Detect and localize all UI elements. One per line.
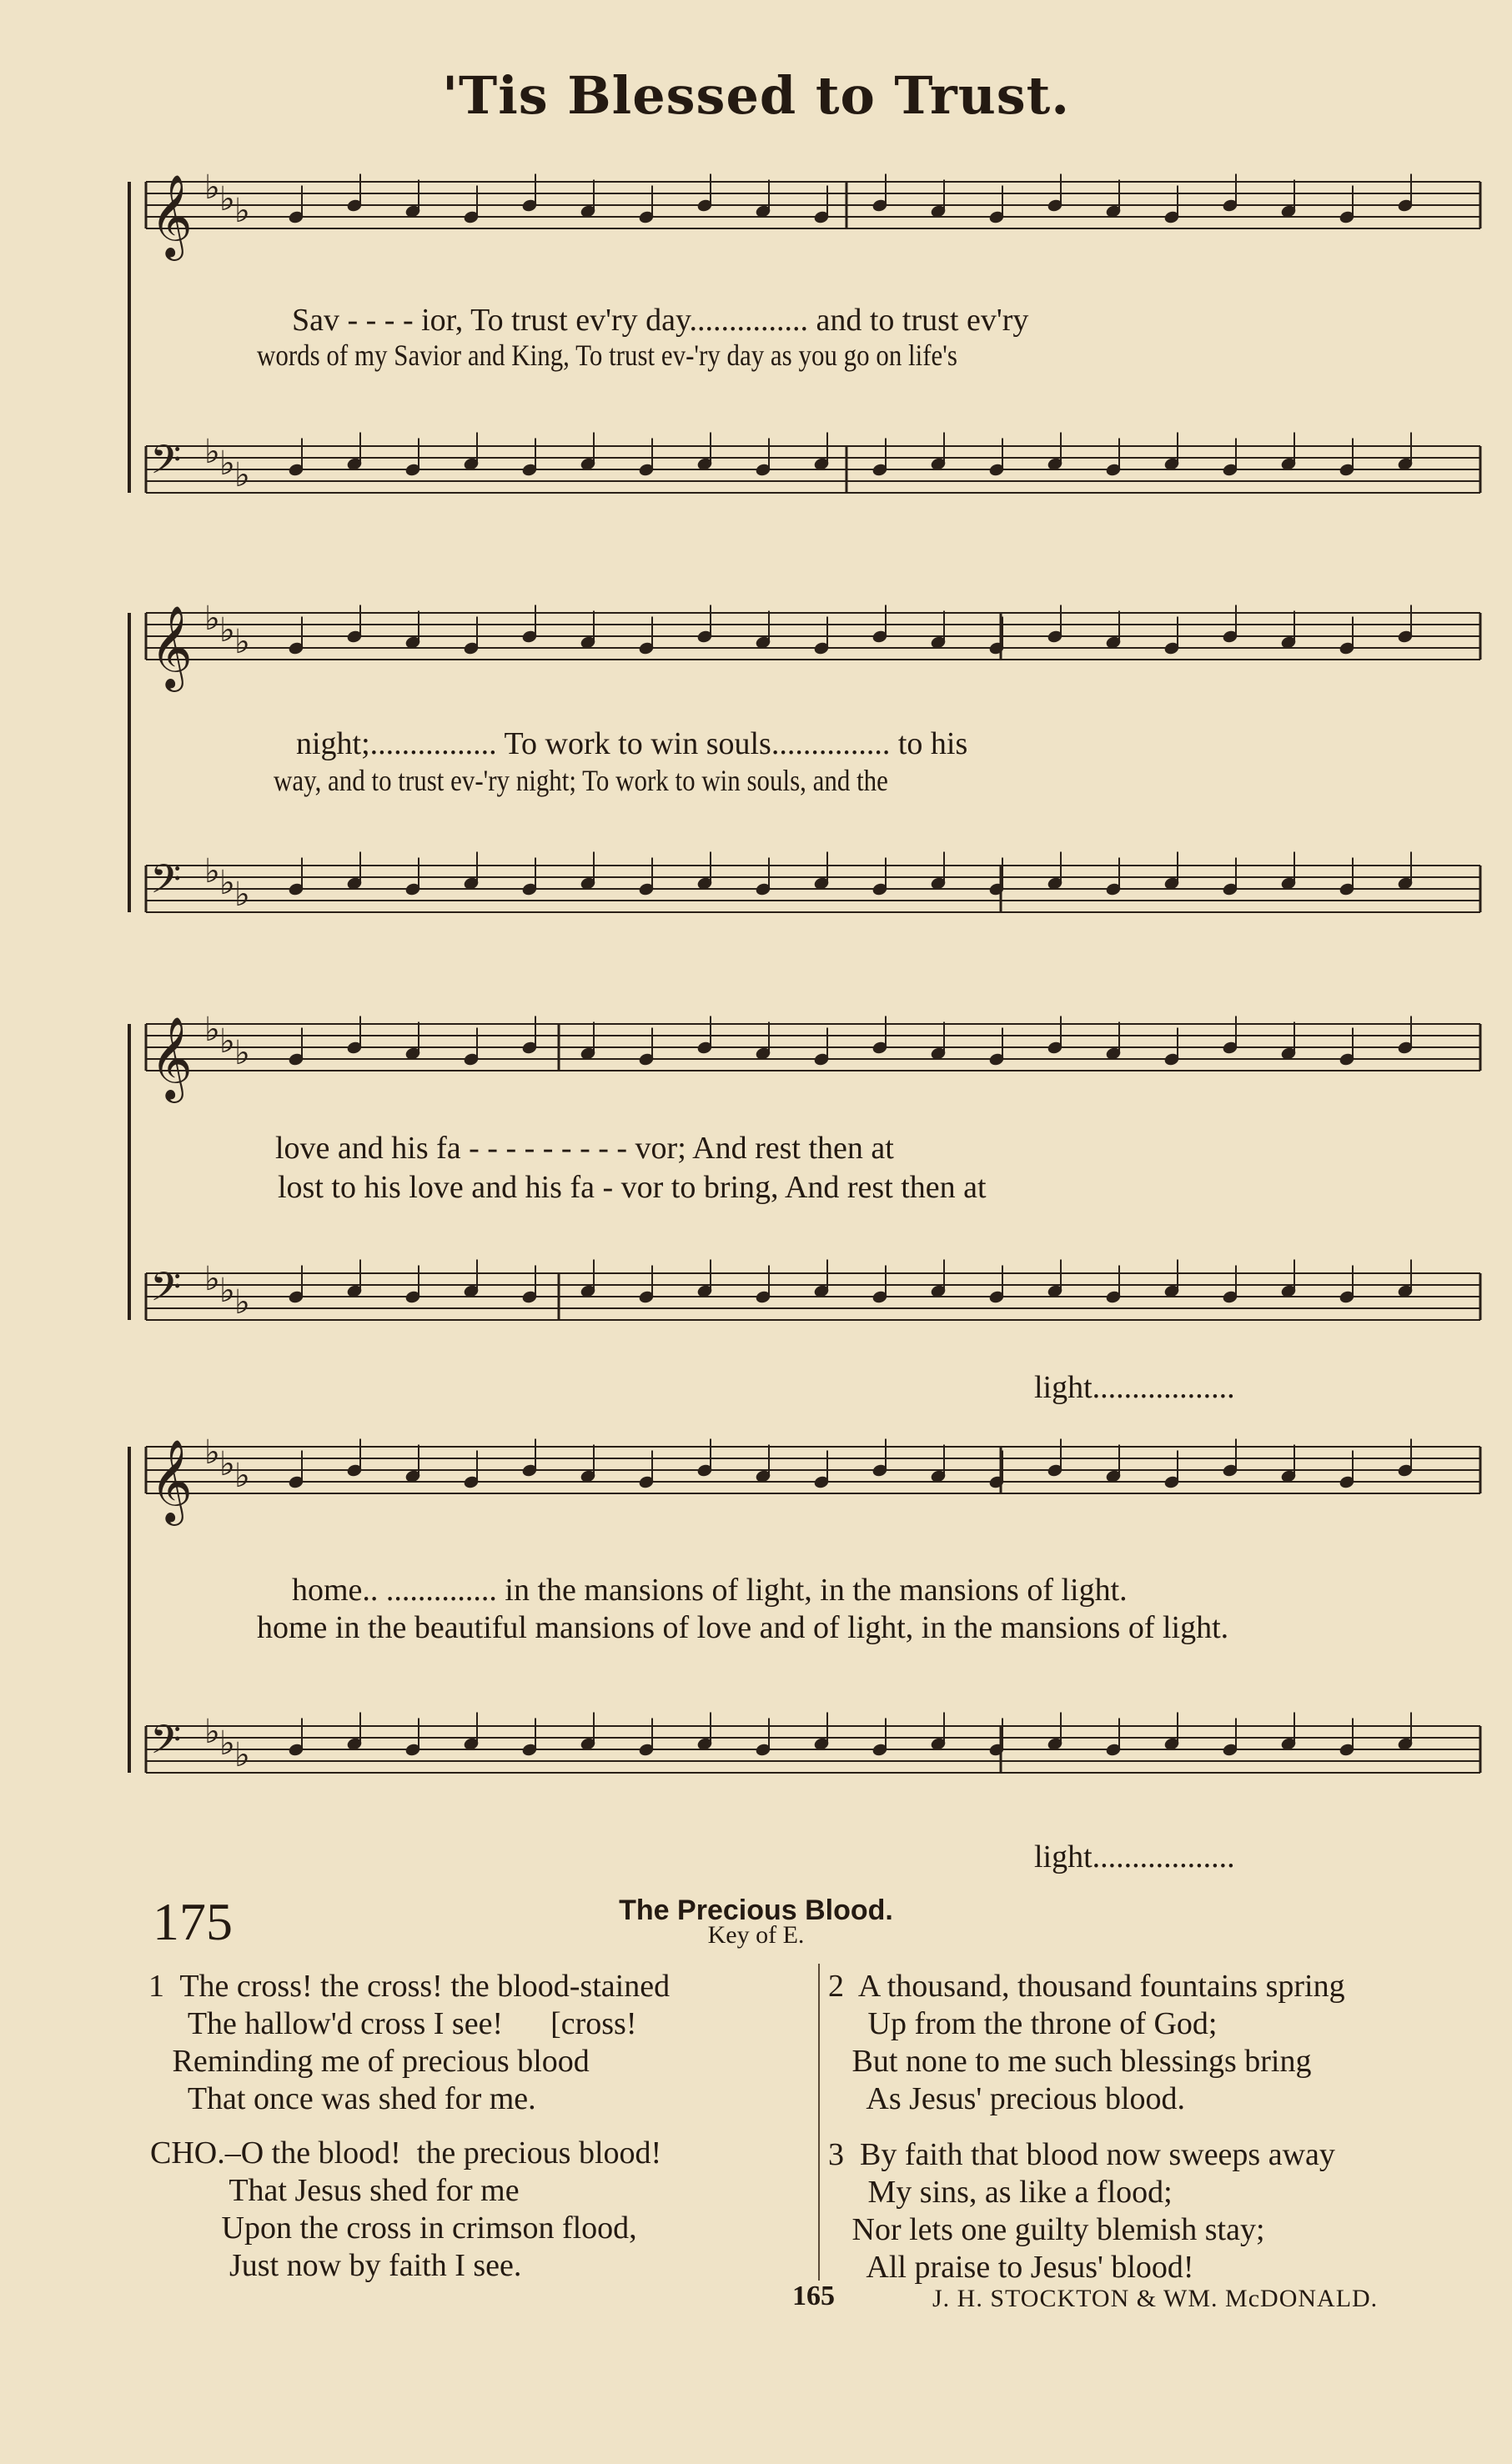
flat-sign: ♭ <box>234 1034 250 1072</box>
flat-sign: ♭ <box>219 1445 235 1483</box>
system-4-lyrics-line-1: home.. .............. in the mansions of light, in the mansions of light. <box>292 1573 1128 1608</box>
treble-clef: 𝄞 <box>150 1016 193 1100</box>
chorus-line: That Jesus shed for me <box>150 2173 520 2208</box>
flat-sign: ♭ <box>234 1283 250 1322</box>
verse-line: 1 The cross! the cross! the blood-stained <box>148 1969 671 2004</box>
light-lyric-upper: light.................. <box>1034 1370 1235 1405</box>
verse-line: As Jesus' precious blood. <box>828 2081 1186 2116</box>
flat-sign: ♭ <box>219 1724 235 1763</box>
bass-clef: 𝄢 <box>150 856 182 912</box>
system-3-lyrics-line-2: lost to his love and his fa - vor to bring, And rest then at <box>278 1170 987 1205</box>
bass-clef: 𝄢 <box>150 1263 182 1320</box>
column-divider <box>818 1964 820 2281</box>
verse-line: But none to me such blessings bring <box>828 2044 1312 2079</box>
chorus-line: Just now by faith I see. <box>150 2248 522 2283</box>
flat-sign: ♭ <box>204 1713 220 1751</box>
page-number: 165 <box>792 2281 835 2311</box>
flat-sign: ♭ <box>234 192 250 230</box>
flat-sign: ♭ <box>204 1260 220 1298</box>
flat-sign: ♭ <box>204 168 220 207</box>
system-2-lyrics-line-2: way, and to trust ev-'ry night; To work to win souls, and the <box>274 764 888 797</box>
flat-sign: ♭ <box>204 1433 220 1472</box>
song-title: 'Tis Blessed to Trust. <box>442 65 1070 126</box>
verse-2 <box>828 1968 1345 2118</box>
treble-clef: 𝄞 <box>150 1439 193 1523</box>
system-3-lyrics-line-1: love and his fa - - - - - - - - - vor; And rest then at <box>275 1131 894 1166</box>
verse-line: 3 By faith that blood now sweeps away <box>828 2137 1335 2172</box>
flat-sign: ♭ <box>219 1022 235 1061</box>
composer-credit: J. H. STOCKTON & WM. McDONALD. <box>932 2285 1379 2312</box>
flat-sign: ♭ <box>219 180 235 218</box>
verse-line: 2 A thousand, thousand fountains spring <box>828 1969 1345 2004</box>
chorus-line: CHO.–O the blood! the precious blood! <box>150 2135 662 2170</box>
chorus <box>150 2135 661 2285</box>
flat-sign: ♭ <box>219 1272 235 1310</box>
verse-line: Up from the throne of God; <box>828 2006 1218 2041</box>
hymn-title: The Precious Blood. <box>619 1894 893 1926</box>
flat-sign: ♭ <box>219 864 235 902</box>
system-2-lyrics-line-1: night;................ To work to win souls............... to his <box>296 726 968 761</box>
light-lyric-lower: light.................. <box>1034 1839 1235 1874</box>
flat-sign: ♭ <box>219 611 235 650</box>
hymn-number: 175 <box>153 1892 233 1951</box>
system-4-lyrics-line-2: home in the beautiful mansions of love and of light, in the mansions of light. <box>257 1610 1229 1645</box>
flat-sign: ♭ <box>234 456 250 494</box>
verse-line: All praise to Jesus' blood! <box>828 2250 1194 2285</box>
verse-line: That once was shed for me. <box>148 2081 536 2116</box>
verse-line: The hallow'd cross I see! [cross! <box>148 2006 637 2041</box>
bass-clef: 𝄢 <box>150 1716 182 1773</box>
flat-sign: ♭ <box>204 1011 220 1049</box>
flat-sign: ♭ <box>219 444 235 483</box>
system-1-lyrics-line-2: words of my Savior and King, To trust ev-'ry day as you go on life's <box>257 339 957 372</box>
flat-sign: ♭ <box>204 433 220 471</box>
verse-line: My sins, as like a flood; <box>828 2175 1173 2210</box>
flat-sign: ♭ <box>204 600 220 638</box>
chorus-line: Upon the cross in crimson flood, <box>150 2211 637 2246</box>
flat-sign: ♭ <box>234 623 250 661</box>
treble-clef: 𝄞 <box>150 605 193 689</box>
verse-1 <box>148 1968 670 2118</box>
flat-sign: ♭ <box>234 1457 250 1495</box>
treble-clef: 𝄞 <box>150 174 193 258</box>
system-1-lyrics-line-1: Sav - - - - ior, To trust ev'ry day............... and to trust ev'ry <box>292 303 1029 338</box>
verse-3 <box>828 2136 1335 2286</box>
verse-line: Reminding me of precious blood <box>148 2044 590 2079</box>
flat-sign: ♭ <box>204 852 220 891</box>
verse-line: Nor lets one guilty blemish stay; <box>828 2212 1265 2247</box>
bass-clef: 𝄢 <box>150 436 182 493</box>
flat-sign: ♭ <box>234 1736 250 1774</box>
hymn-key: Key of E. <box>707 1921 805 1949</box>
flat-sign: ♭ <box>234 876 250 914</box>
